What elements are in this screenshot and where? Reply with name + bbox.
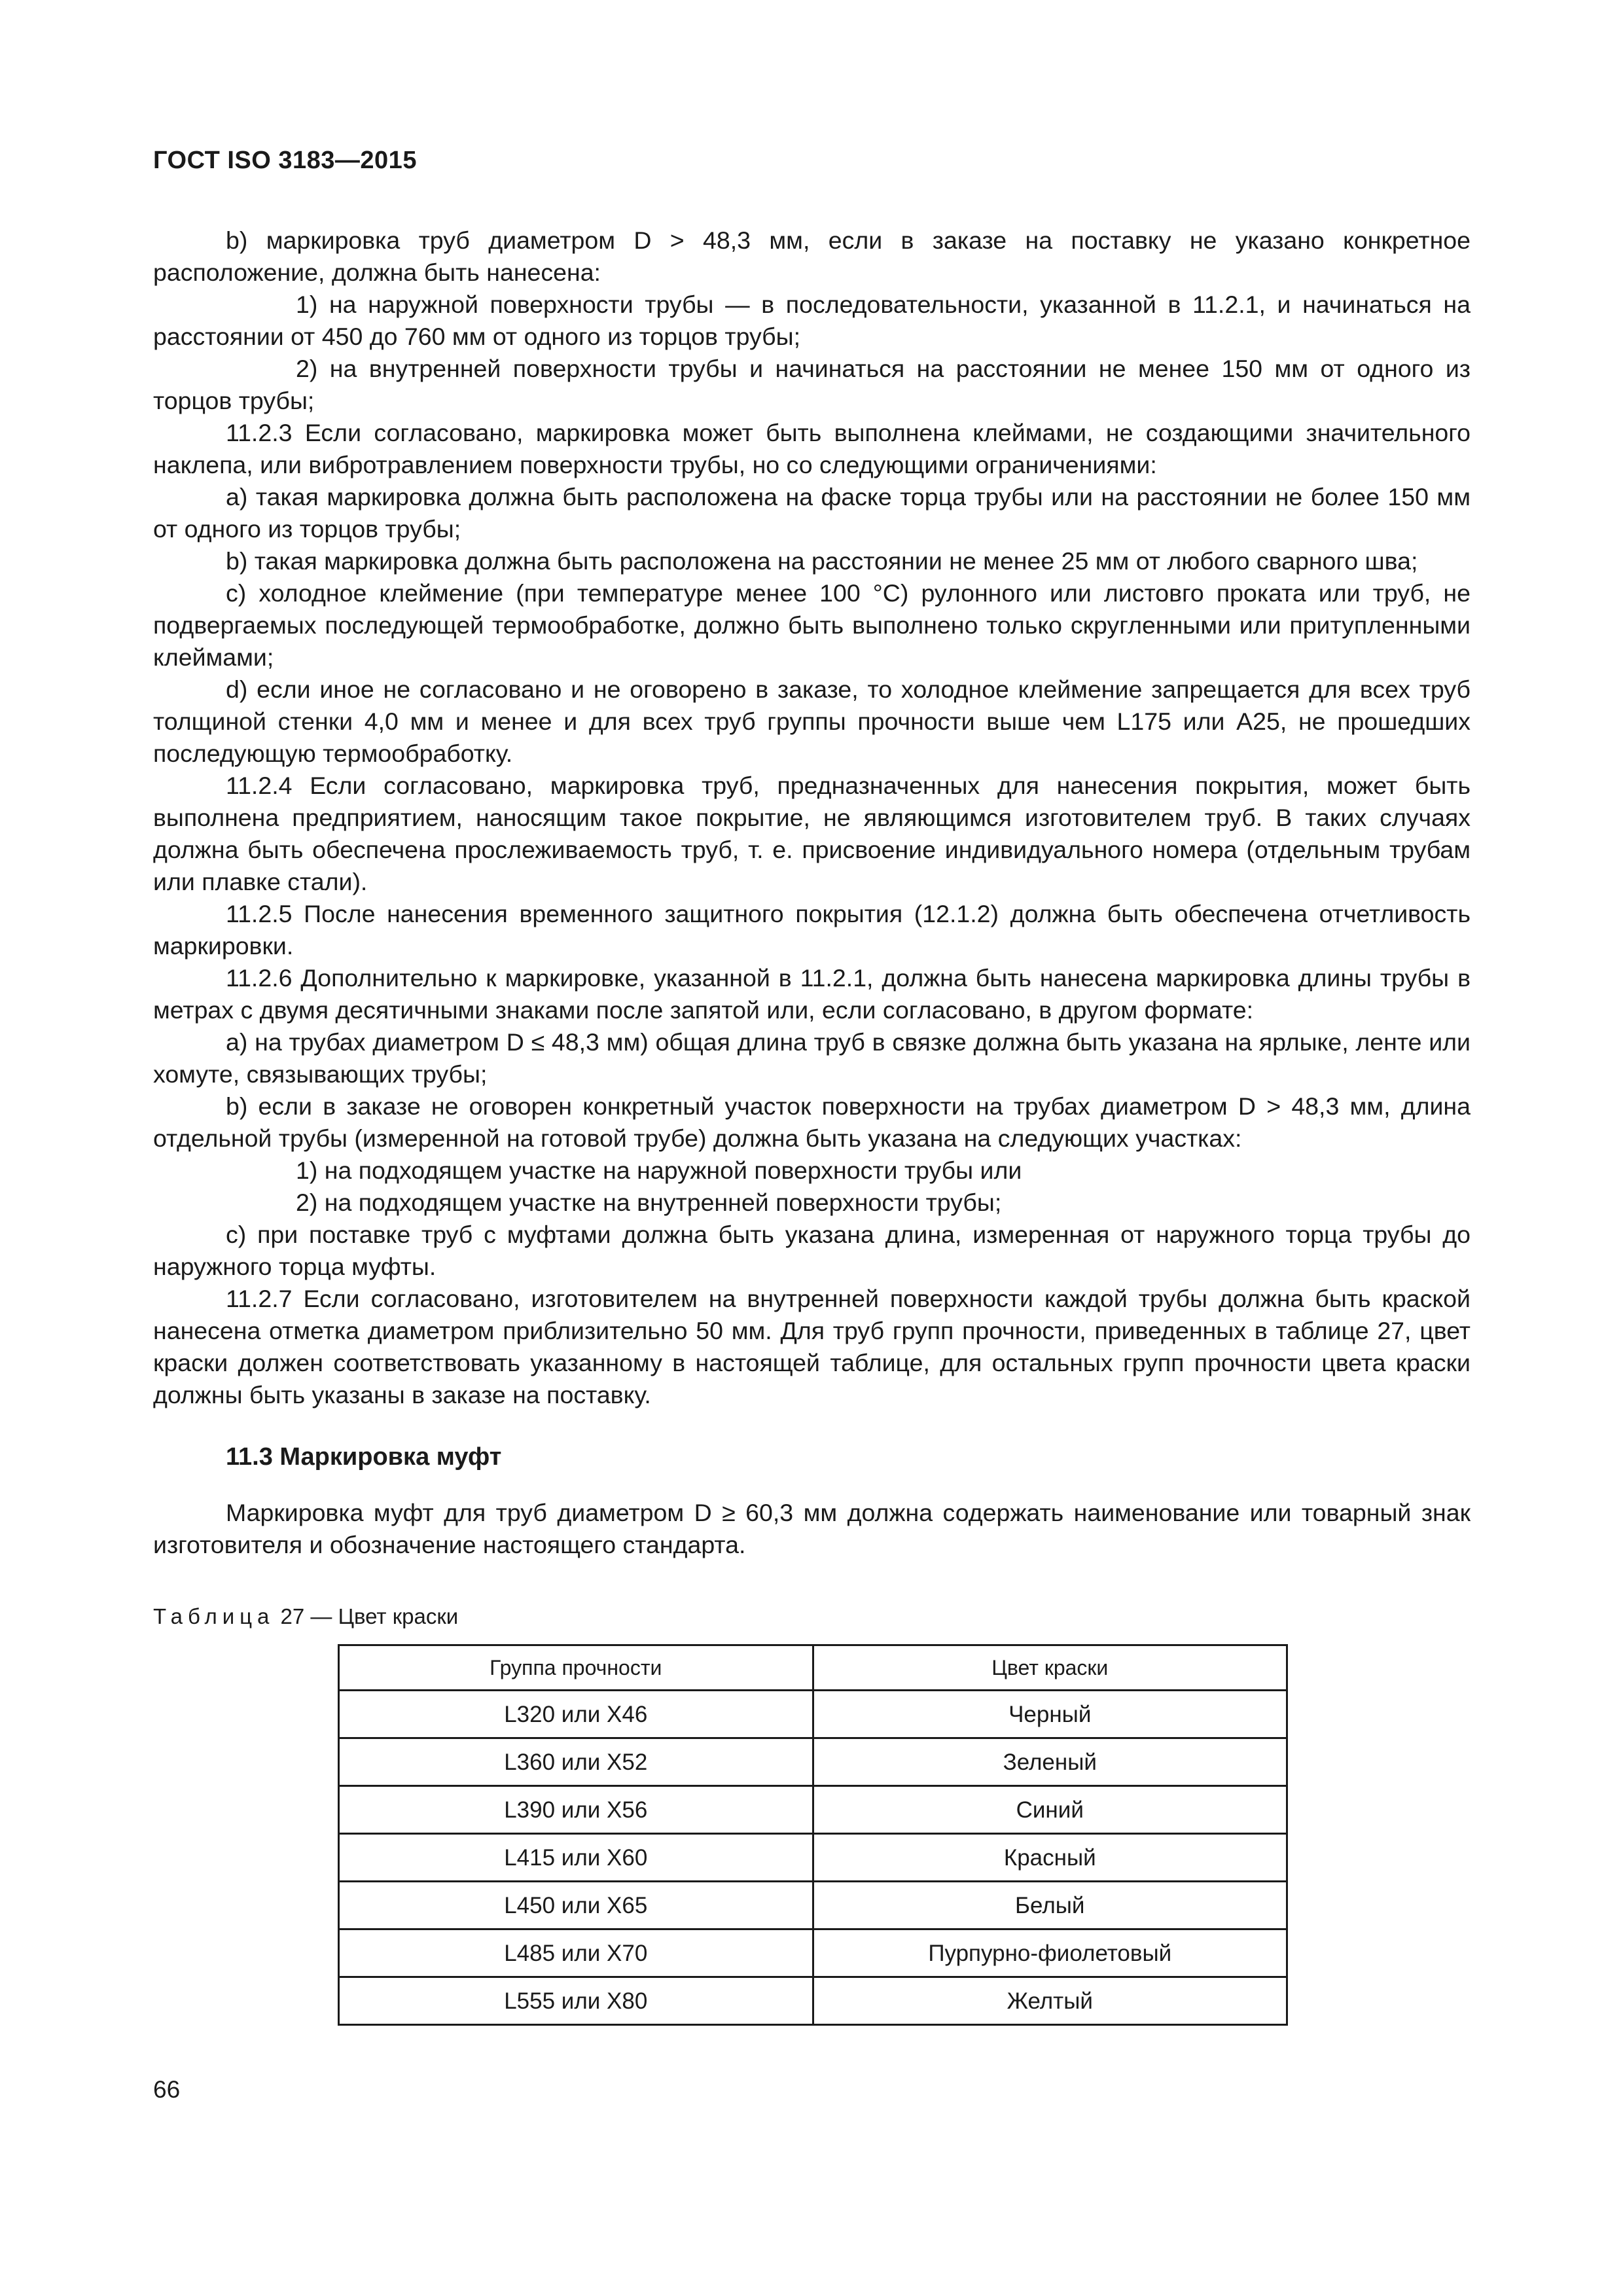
paint-color-cell: Зеленый <box>813 1738 1287 1786</box>
paint-color-cell: Желтый <box>813 1977 1287 2025</box>
document-header: ГОСТ ISO 3183—2015 <box>153 147 417 174</box>
paragraph: a) на трубах диаметром D ≤ 48,3 мм) общая длина труб в связке должна быть указана на ярлыке, ленте или хомуте, связывающих трубы; <box>153 1028 1471 1088</box>
table-body <box>339 1691 1287 2025</box>
table-caption-label: Таблица <box>153 1604 275 1628</box>
paint-color-cell: Красный <box>813 1834 1287 1882</box>
column-header-paint-color: Цвет краски <box>813 1645 1287 1691</box>
paint-color-cell: Белый <box>813 1882 1287 1929</box>
table-row <box>339 1691 1287 1738</box>
paragraph: b) маркировка труб диаметром D > 48,3 мм, если в заказе на поставку не указано конкретное расположение, должна быть нанесена: <box>153 226 1471 286</box>
page-number: 66 <box>153 2076 181 2103</box>
strength-group-cell: L360 или X52 <box>339 1738 813 1786</box>
table-header-row <box>339 1645 1287 1691</box>
table-row <box>339 1929 1287 1977</box>
paragraph: b) такая маркировка должна быть расположена на расстоянии не менее 25 мм от любого сварного шва; <box>226 547 1418 575</box>
paragraph: c) холодное клеймение (при температуре менее 100 °С) рулонного или листовго проката или труб, не подвергаемых последующей термообработке, должно быть выполнено только скругленными или притупленными клеймами; <box>153 579 1471 671</box>
paragraph: 11.2.3 Если согласовано, маркировка может быть выполнена клеймами, не создающими значительного наклепа, или вибротравлением поверхности трубы, но со следующими ограничениями: <box>153 419 1471 478</box>
paragraph: 1) на подходящем участке на наружной поверхности трубы или <box>296 1157 1022 1184</box>
paragraph: c) при поставке труб с муфтами должна быть указана длина, измеренная от наружного торца трубы до наружного торца муфты. <box>153 1221 1471 1280</box>
paragraph: 11.2.7 Если согласовано, изготовителем на внутренней поверхности каждой трубы должна быть краской нанесена отметка диаметром приблизительно 50 мм. Для труб групп прочности, приведенных в таблице 27, цвет краски должен соответствовать указанному в настоящей таблице, для остальных групп прочности цвета краски должны быть указаны в заказе на поставку. <box>153 1285 1471 1408</box>
paragraph: 1) на наружной поверхности трубы — в последовательности, указанной в 11.2.1, и начинаться на расстоянии от 450 до 760 мм от одного из торцов трубы; <box>153 291 1471 350</box>
table-caption-title: 27 — Цвет краски <box>274 1604 459 1628</box>
paragraph: 11.2.5 После нанесения временного защитного покрытия (12.1.2) должна быть обеспечена отчетливость маркировки. <box>153 900 1471 960</box>
strength-group-cell: L390 или X56 <box>339 1786 813 1834</box>
table-caption <box>153 1600 1471 1632</box>
strength-group-cell: L415 или X60 <box>339 1834 813 1882</box>
strength-group-cell: L555 или X80 <box>339 1977 813 2025</box>
paragraph-list <box>153 224 1471 1411</box>
table-row <box>339 1977 1287 2025</box>
paint-color-table <box>338 1644 1288 2026</box>
paint-color-cell: Синий <box>813 1786 1287 1834</box>
section-paragraph: Маркировка муфт для труб диаметром D ≥ 60,3 мм должна содержать наименование или товарный знак изготовителя и обозначение настоящего стандарта. <box>153 1499 1471 1558</box>
strength-group-cell: L320 или X46 <box>339 1691 813 1738</box>
paragraph: d) если иное не согласовано и не оговорено в заказе, то холодное клеймение запрещается для всех труб толщиной стенки 4,0 мм и менее и для всех труб группы прочности выше чем L175 или А25, не прошедших последующую термообработку. <box>153 675 1471 767</box>
paint-color-cell: Пурпурно-фиолетовый <box>813 1929 1287 1977</box>
section-heading: 11.3 Маркировка муфт <box>226 1443 502 1471</box>
page-body <box>153 224 1471 2026</box>
paint-color-cell: Черный <box>813 1691 1287 1738</box>
table-row <box>339 1786 1287 1834</box>
table-row <box>339 1738 1287 1786</box>
strength-group-cell: L450 или X65 <box>339 1882 813 1929</box>
paragraph: 11.2.6 Дополнительно к маркировке, указанной в 11.2.1, должна быть нанесена маркировка длины трубы в метрах с двумя десятичными знаками после запятой или, если согласовано, в другом формате: <box>153 964 1471 1024</box>
paragraph: a) такая маркировка должна быть расположена на фаске торца трубы или на расстоянии не более 150 мм от одного из торцов трубы; <box>153 483 1471 543</box>
paragraph: 2) на подходящем участке на внутренней поверхности трубы; <box>296 1189 1002 1216</box>
table-row <box>339 1882 1287 1929</box>
table-row <box>339 1834 1287 1882</box>
paragraph: 11.2.4 Если согласовано, маркировка труб, предназначенных для нанесения покрытия, может быть выполнена предприятием, наносящим такое покрытие, не являющимся изготовителем труб. В таких случаях должна быть обеспечена прослеживаемость труб, т. е. присвоение индивидуального номера (отдельным трубам или плавке стали). <box>153 772 1471 895</box>
paragraph: 2) на внутренней поверхности трубы и начинаться на расстоянии не менее 150 мм от одного из торцов трубы; <box>153 355 1471 414</box>
column-header-strength-group: Группа прочности <box>339 1645 813 1691</box>
strength-group-cell: L485 или X70 <box>339 1929 813 1977</box>
paragraph: b) если в заказе не оговорен конкретный участок поверхности на трубах диаметром D > 48,3 мм, длина отдельной трубы (измеренной на готовой трубе) должна быть указана на следующих участках: <box>153 1092 1471 1152</box>
